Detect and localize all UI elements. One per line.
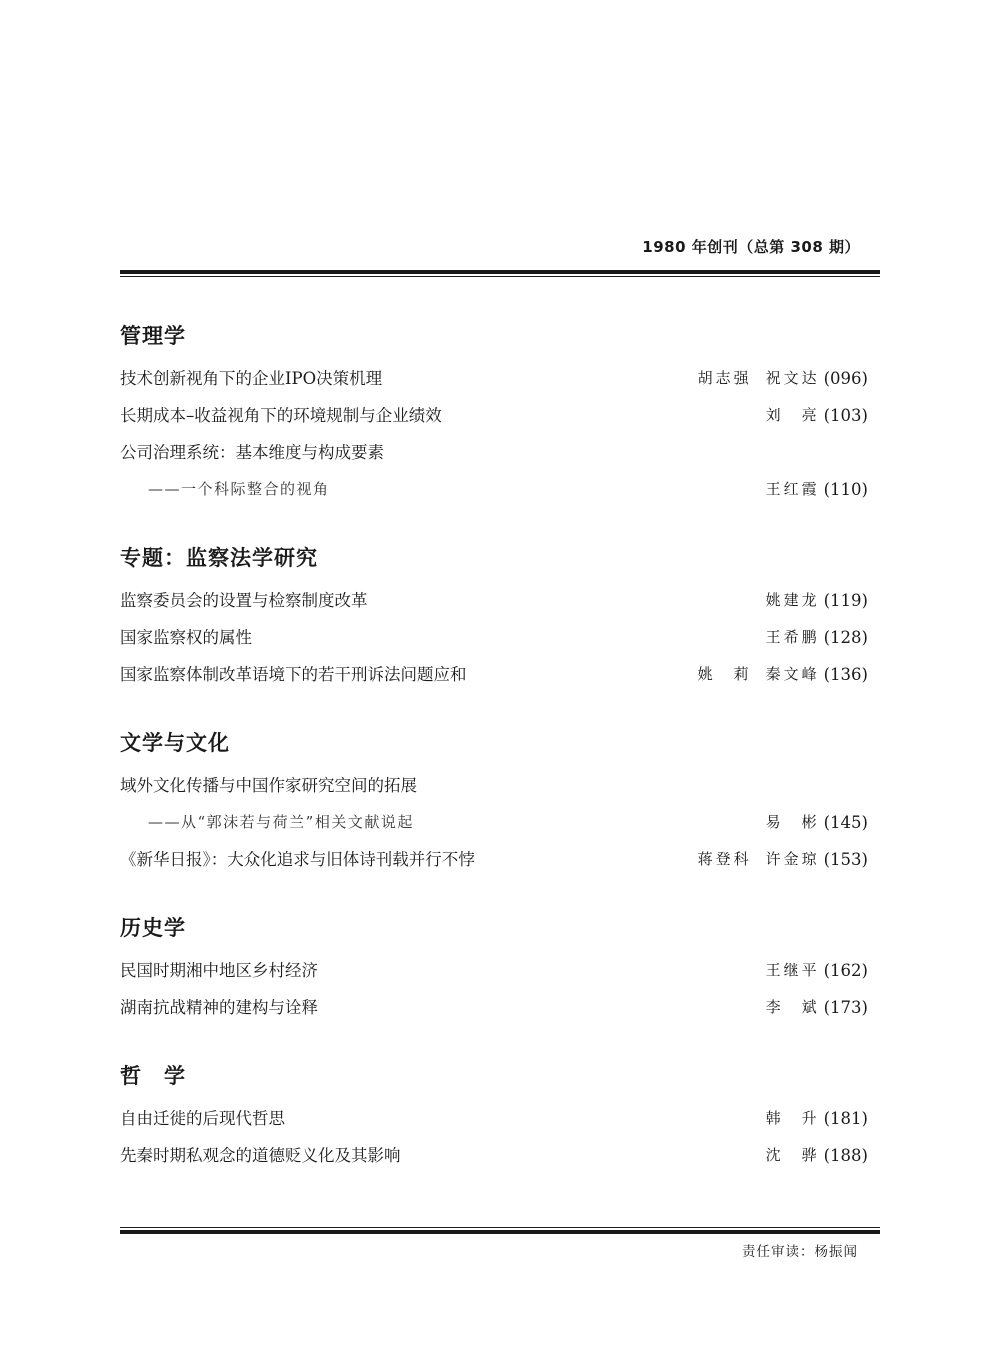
article-author: 李 斌 xyxy=(765,998,820,1016)
article-subtitle: ——从“郭沫若与荷兰”相关文献说起 xyxy=(148,813,414,831)
article-meta xyxy=(766,1137,868,1174)
page-number: (110) xyxy=(823,480,868,499)
page-number: (128) xyxy=(823,628,868,647)
article-entry[interactable] xyxy=(120,656,868,693)
article-entry[interactable] xyxy=(120,767,868,804)
section-title: 文学与文化 xyxy=(120,731,230,755)
article-meta xyxy=(698,656,868,693)
article-meta xyxy=(766,952,868,989)
founding-info: 1980 年创刊（总第 308 期） xyxy=(642,238,860,256)
article-meta xyxy=(766,1100,868,1137)
article-meta xyxy=(766,397,868,434)
editor-credit: 责任审读：杨振闻 xyxy=(742,1244,858,1260)
article-title: 湖南抗战精神的建构与诠释 xyxy=(120,998,318,1017)
page-number: (162) xyxy=(823,961,868,980)
article-title: 国家监察权的属性 xyxy=(120,628,252,647)
page-number: (145) xyxy=(823,813,868,832)
page-number: (173) xyxy=(823,998,868,1017)
article-meta xyxy=(766,471,868,508)
article-title: 先秦时期私观念的道德贬义化及其影响 xyxy=(120,1146,401,1165)
page-number: (096) xyxy=(823,369,868,388)
article-author: 沈 骅 xyxy=(765,1146,820,1164)
toc-section xyxy=(120,912,868,1026)
article-entry[interactable] xyxy=(120,989,868,1026)
article-author: 祝文达 xyxy=(765,369,820,387)
article-entry[interactable] xyxy=(120,360,868,397)
article-author: 刘 亮 xyxy=(765,406,820,424)
article-entry[interactable] xyxy=(120,952,868,989)
page-number: (181) xyxy=(823,1109,868,1128)
toc-section xyxy=(120,320,868,508)
article-meta xyxy=(766,804,868,841)
article-entry[interactable] xyxy=(120,471,868,508)
table-of-contents xyxy=(120,320,868,1208)
article-entry[interactable] xyxy=(120,804,868,841)
article-author: 王红霞 xyxy=(765,480,820,498)
article-title: 自由迁徙的后现代哲思 xyxy=(120,1109,285,1128)
article-entry[interactable] xyxy=(120,397,868,434)
article-title: 技术创新视角下的企业IPO决策机理 xyxy=(120,369,383,388)
page-number: (188) xyxy=(823,1146,868,1165)
article-title: 公司治理系统：基本维度与构成要素 xyxy=(120,443,384,462)
article-title: 监察委员会的设置与检察制度改革 xyxy=(120,591,368,610)
page-number: (119) xyxy=(823,591,868,610)
section-title: 历史学 xyxy=(120,916,186,940)
article-author: 易 彬 xyxy=(765,813,820,831)
article-author: 王希鹏 xyxy=(765,628,820,646)
article-meta xyxy=(698,360,868,397)
page-number: (153) xyxy=(823,850,868,869)
toc-section xyxy=(120,542,868,693)
article-meta xyxy=(698,841,868,878)
article-subtitle: ——一个科际整合的视角 xyxy=(148,480,330,498)
article-entry[interactable] xyxy=(120,841,868,878)
article-entry[interactable] xyxy=(120,1100,868,1137)
article-entry[interactable] xyxy=(120,582,868,619)
article-author: 王继平 xyxy=(765,961,820,979)
article-title: 长期成本–收益视角下的环境规制与企业绩效 xyxy=(120,406,442,425)
page-number: (136) xyxy=(823,665,868,684)
article-title: 国家监察体制改革语境下的若干刑诉法问题应和 xyxy=(120,665,467,684)
section-title: 哲 学 xyxy=(120,1064,186,1088)
article-author: 姚建龙 xyxy=(765,591,820,609)
page-number: (103) xyxy=(823,406,868,425)
article-author: 胡志强 xyxy=(697,369,752,387)
article-entry[interactable] xyxy=(120,1137,868,1174)
article-author: 秦文峰 xyxy=(765,665,820,683)
article-title: 《新华日报》：大众化追求与旧体诗刊载并行不悖 xyxy=(120,850,475,869)
article-title: 域外文化传播与中国作家研究空间的拓展 xyxy=(120,776,417,795)
article-entry[interactable] xyxy=(120,434,868,471)
article-entry[interactable] xyxy=(120,619,868,656)
article-author: 蒋登科 xyxy=(697,850,752,868)
section-title: 管理学 xyxy=(120,324,186,348)
article-title: 民国时期湘中地区乡村经济 xyxy=(120,961,318,980)
article-meta xyxy=(766,619,868,656)
article-meta xyxy=(766,989,868,1026)
toc-section xyxy=(120,727,868,878)
article-author: 韩 升 xyxy=(765,1109,820,1127)
article-author: 姚 莉 xyxy=(697,665,752,683)
article-meta xyxy=(766,582,868,619)
bottom-divider xyxy=(120,1227,880,1234)
toc-section xyxy=(120,1060,868,1174)
section-title: 专题：监察法学研究 xyxy=(120,546,318,570)
top-divider xyxy=(120,270,880,277)
article-author: 许金琼 xyxy=(765,850,820,868)
